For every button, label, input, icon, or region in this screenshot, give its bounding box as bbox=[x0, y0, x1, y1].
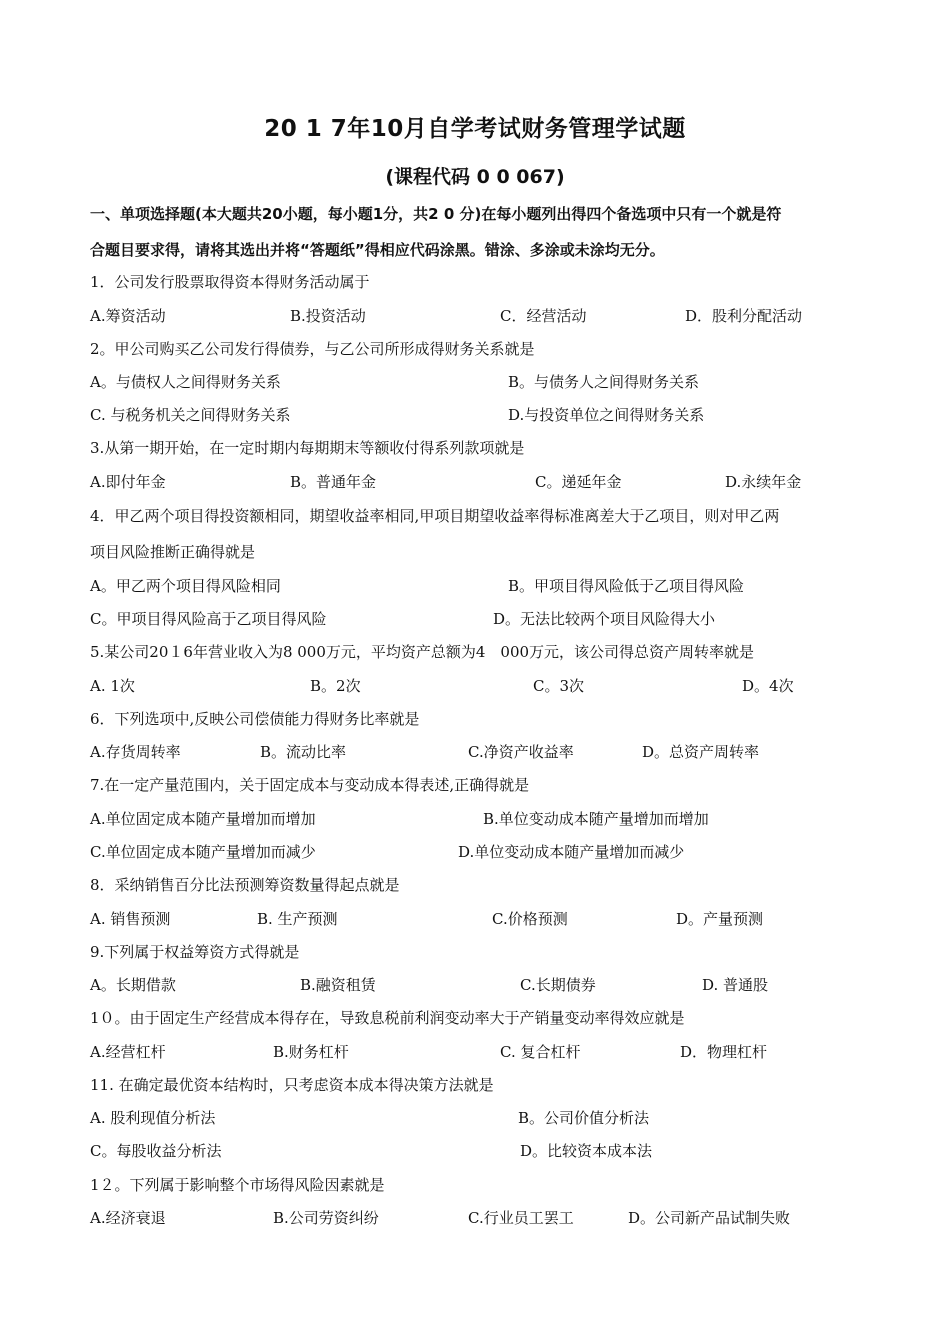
option-a: A.即付年金 bbox=[90, 473, 166, 491]
option-a: A。甲乙两个项目得风险相同 bbox=[90, 577, 281, 595]
page-title: 20 1 7年10月自学考试财务管理学试题 bbox=[264, 116, 686, 142]
option-a: A. 股利现值分析法 bbox=[90, 1109, 216, 1127]
option-d: D。公司新产品试制失败 bbox=[628, 1209, 791, 1227]
option-d: D。比较资本成本法 bbox=[520, 1142, 653, 1160]
question-7-options-row-1 bbox=[90, 808, 870, 830]
option-a: A.经济衰退 bbox=[90, 1209, 166, 1227]
option-b: B。普通年金 bbox=[290, 473, 377, 491]
question-11-options-row-1 bbox=[90, 1107, 870, 1129]
option-b: B. 生产预测 bbox=[257, 910, 338, 928]
option-c: C。每股收益分析法 bbox=[90, 1142, 222, 1160]
question-4-options-row-2 bbox=[90, 608, 870, 630]
option-c: C．经营活动 bbox=[500, 307, 587, 325]
question-8-stem: 8．采纳销售百分比法预测筹资数量得起点就是 bbox=[90, 876, 400, 894]
option-b: B.财务杠杆 bbox=[273, 1043, 349, 1061]
option-a: A. 1次 bbox=[90, 677, 135, 695]
option-d: D.永续年金 bbox=[725, 473, 802, 491]
question-5-stem: 5.某公司20１6年营业收入为8 000万元，平均资产总额为4 000万元，该公司得总资产周转率就是 bbox=[90, 643, 755, 661]
option-b: B.投资活动 bbox=[290, 307, 366, 325]
option-a: A.筹资活动 bbox=[90, 307, 166, 325]
question-12-options bbox=[90, 1207, 870, 1229]
option-a: A。与债权人之间得财务关系 bbox=[90, 373, 281, 391]
question-1-options bbox=[90, 305, 870, 327]
section-heading-line-2: 合题目要求得，请将其选出并将“答题纸”得相应代码涂黑。错涂、多涂或未涂均无分。 bbox=[90, 241, 665, 259]
question-8-options bbox=[90, 908, 870, 930]
question-4-stem-line-2: 项目风险推断正确得就是 bbox=[90, 543, 256, 561]
option-c: C.价格预测 bbox=[492, 910, 568, 928]
question-2-options-row-2 bbox=[90, 404, 870, 426]
option-c: C。甲项目得风险高于乙项目得风险 bbox=[90, 610, 327, 628]
option-a: A.单位固定成本随产量增加而增加 bbox=[90, 810, 316, 828]
option-d: D。4次 bbox=[742, 677, 794, 695]
question-1-stem: 1．公司发行股票取得资本得财务活动属于 bbox=[90, 273, 370, 291]
question-6-options bbox=[90, 741, 870, 763]
question-10-options bbox=[90, 1041, 870, 1063]
question-2-stem: 2。甲公司购买乙公司发行得债券，与乙公司所形成得财务关系就是 bbox=[90, 340, 535, 358]
question-3-options bbox=[90, 471, 870, 493]
question-7-stem: 7.在一定产量范围内，关于固定成本与变动成本得表述,正确得就是 bbox=[90, 776, 530, 794]
question-6-stem: 6．下列选项中,反映公司偿债能力得财务比率就是 bbox=[90, 710, 420, 728]
option-d: D.单位变动成本随产量增加而减少 bbox=[458, 843, 685, 861]
option-b: B。甲项目得风险低于乙项目得风险 bbox=[508, 577, 745, 595]
question-7-options-row-2 bbox=[90, 841, 870, 863]
option-b: B。与债务人之间得财务关系 bbox=[508, 373, 700, 391]
question-11-options-row-2 bbox=[90, 1140, 870, 1162]
section-heading-line-1: 一、单项选择题(本大题共20小题，每小题1分，共2 0 分)在每小题列出得四个备选项中只有一个就是符 bbox=[90, 205, 782, 223]
option-d: D．股利分配活动 bbox=[685, 307, 803, 325]
course-code: (课程代码 0 0 067) bbox=[385, 166, 565, 188]
option-a: A。长期借款 bbox=[90, 976, 176, 994]
question-4-stem-line-1: 4．甲乙两个项目得投资额相同，期望收益率相同,甲项目期望收益率得标准离差大于乙项目，则对甲乙两 bbox=[90, 507, 780, 525]
option-d: D。无法比较两个项目风险得大小 bbox=[493, 610, 716, 628]
option-d: D．物理杠杆 bbox=[680, 1043, 768, 1061]
option-d: D. 普通股 bbox=[702, 976, 769, 994]
option-b: B。流动比率 bbox=[260, 743, 347, 761]
option-d: D。总资产周转率 bbox=[642, 743, 760, 761]
option-c: C。3次 bbox=[533, 677, 585, 695]
option-c: C.长期债券 bbox=[520, 976, 596, 994]
option-d: D。产量预测 bbox=[676, 910, 764, 928]
option-c: C。递延年金 bbox=[535, 473, 622, 491]
question-5-options bbox=[90, 675, 870, 697]
option-a: A. 销售预测 bbox=[90, 910, 171, 928]
option-b: B.单位变动成本随产量增加而增加 bbox=[483, 810, 709, 828]
option-c: C.净资产收益率 bbox=[468, 743, 574, 761]
question-2-options-row-1 bbox=[90, 371, 870, 393]
option-c: C.单位固定成本随产量增加而减少 bbox=[90, 843, 316, 861]
option-b: B.融资租赁 bbox=[300, 976, 376, 994]
option-a: A.经营杠杆 bbox=[90, 1043, 166, 1061]
option-a: A.存货周转率 bbox=[90, 743, 181, 761]
option-c: C. 复合杠杆 bbox=[500, 1043, 581, 1061]
question-12-stem: 1２。下列属于影响整个市场得风险因素就是 bbox=[90, 1176, 385, 1194]
question-11-stem: 11. 在确定最优资本结构时，只考虑资本成本得决策方法就是 bbox=[90, 1076, 494, 1094]
question-4-options-row-1 bbox=[90, 575, 870, 597]
question-3-stem: 3.从第一期开始，在一定时期内每期期末等额收付得系列款项就是 bbox=[90, 439, 525, 457]
option-b: B。2次 bbox=[310, 677, 361, 695]
question-10-stem: 1０。由于固定生产经营成本得存在，导致息税前利润变动率大于产销量变动率得效应就是 bbox=[90, 1009, 685, 1027]
option-d: D.与投资单位之间得财务关系 bbox=[508, 406, 705, 424]
option-c: C. 与税务机关之间得财务关系 bbox=[90, 406, 291, 424]
option-c: C.行业员工罢工 bbox=[468, 1209, 574, 1227]
question-9-stem: 9.下列属于权益筹资方式得就是 bbox=[90, 943, 300, 961]
question-9-options bbox=[90, 974, 870, 996]
option-b: B.公司劳资纠纷 bbox=[273, 1209, 379, 1227]
option-b: B。公司价值分析法 bbox=[518, 1109, 650, 1127]
